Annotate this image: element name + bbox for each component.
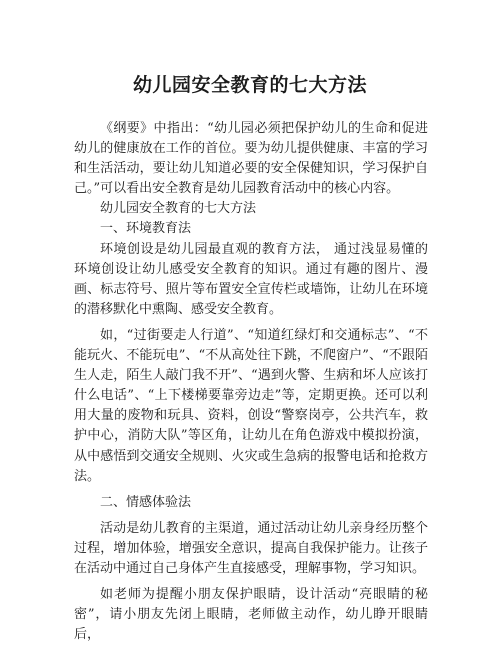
body-paragraph: 环境创设是幼儿园最直观的教育方法， 通过浅显易懂的环境创设让幼儿感受安全教育的知识。通过有趣的图片、漫画、标志符号、照片等布置安全宣传栏或墙饰，让幼儿在环境的潜移默化中熏陶、感受安全教育。: [74, 241, 428, 317]
method-heading-environment: 一、环境教育法: [100, 221, 192, 237]
section-heading: 幼儿园安全教育的七大方法: [100, 201, 257, 217]
method-heading-emotion: 二、情感体验法: [100, 494, 192, 510]
page-title: 幼儿园安全教育的七大方法: [132, 73, 367, 96]
intro-paragraph: 《纲要》中指出：“幼儿园必须把保护幼儿的生命和促进幼儿的健康放在工作的首位。要为幼儿提供健康、丰富的学习和生活活动，要让幼儿知道必要的安全保健知识，学习保护自己。”可以看出安全教育是幼儿园教育活动中的核心内容。: [74, 121, 428, 197]
document-body: [74, 119, 428, 645]
body-paragraph: 如，“过街要走人行道”、“知道红绿灯和交通标志”、“不能玩火、不能玩电”、“不从高处往下跳，不爬窗户”、“不跟陌生人走，陌生人敲门我不开”、“遇到火警、生病和坏人应该打什么电话”、“上下楼梯要靠旁边走”等，定期更换。还可以利用大量的废物和玩具、资料，创设“警察岗亭，公共汽车，救护中心，消防大队”等区角，让幼儿在角色游戏中模拟扮演，从中感悟到交通安全规则、火灾或生急病的报警电话和抢救方法。: [74, 327, 428, 484]
body-paragraph: 如老师为提醒小朋友保护眼睛，设计活动“亮眼睛的秘密”，请小朋友先闭上眼睛，老师做主动作，幼儿睁开眼睛后，: [74, 587, 428, 643]
body-paragraph: 活动是幼儿教育的主渠道，通过活动让幼儿亲身经历整个过程，增加体验，增强安全意识，提高自我保护能力。让孩子在活动中通过自己身体产生直接感受，理解事物，学习知识。: [74, 520, 428, 576]
